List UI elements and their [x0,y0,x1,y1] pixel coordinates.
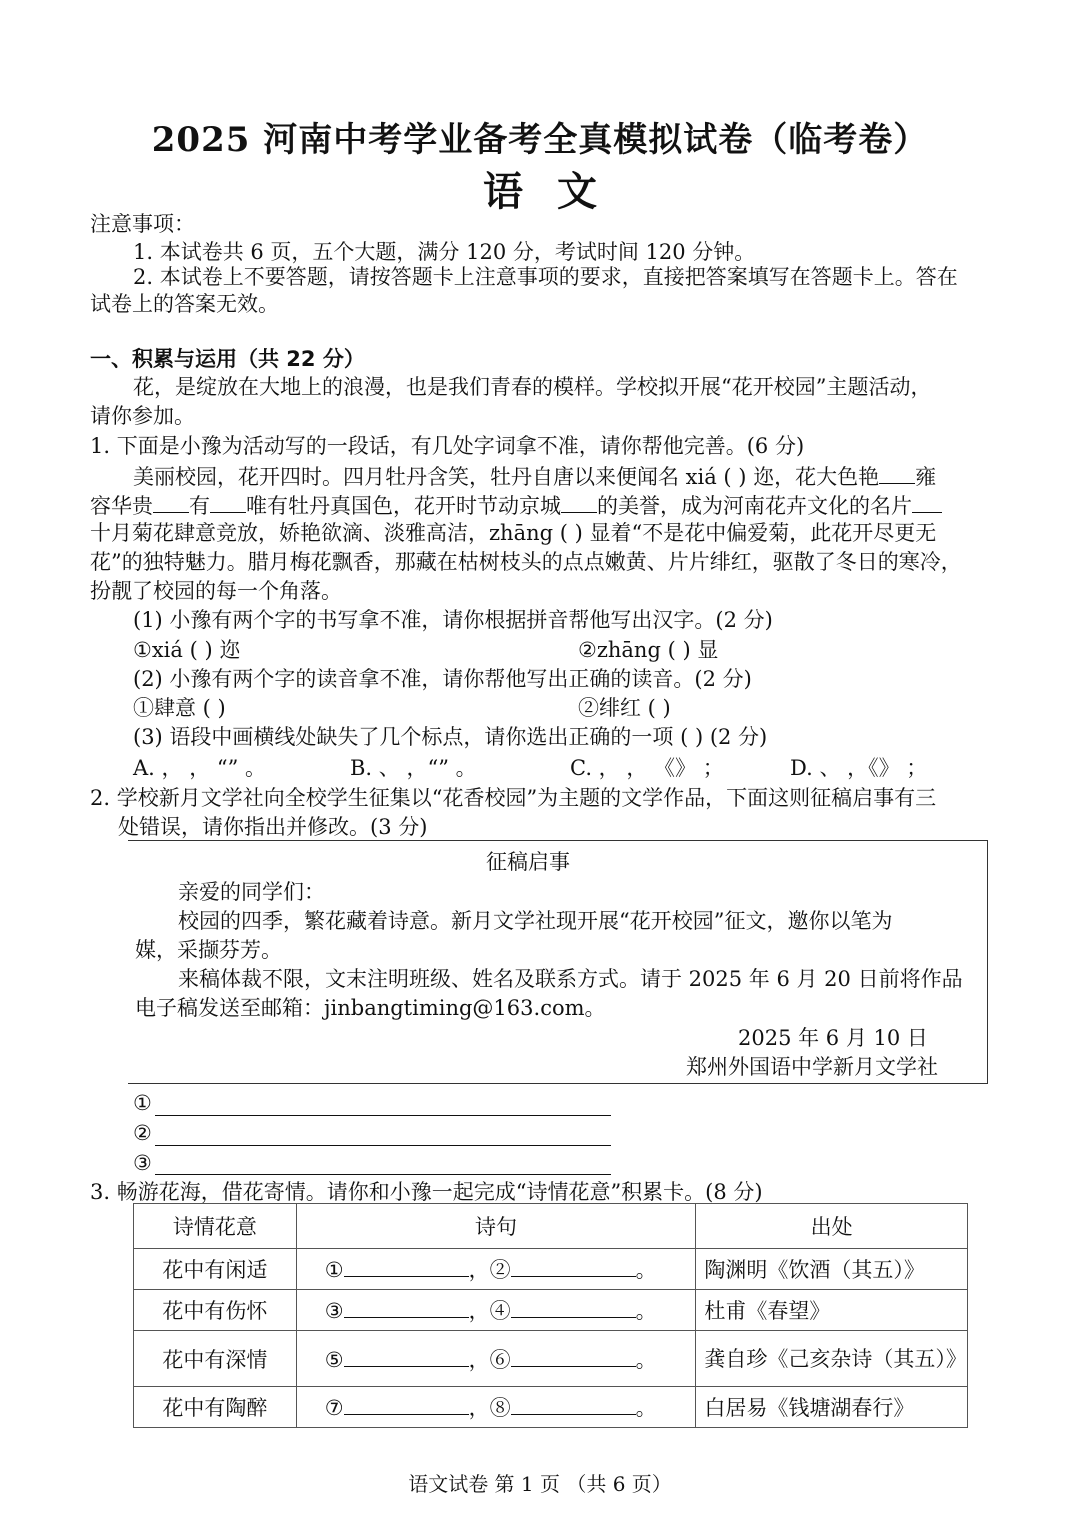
blank-number: ⑧ [489,1396,511,1420]
poem-blank [344,1344,469,1367]
q1-sub-1: (1) 小豫有两个字的书写拿不准，请你根据拼音帮他写出汉字。(2 分) [133,608,773,632]
punctuation-blank [912,490,942,513]
table-header-row [134,1204,968,1249]
q1-passage-line-2-seg-d: 的美誉，成为河南花卉文化的名片 [597,494,912,518]
row-lines: ⑤ ，⑥ 。 [296,1331,696,1387]
section-1-intro-line-2: 请你参加。 [90,404,195,428]
punctuation-blank [153,490,189,513]
q1-sub-1-a: ①xiá ( ) 迩 [133,638,241,662]
section-1-intro-line-1: 花，是绽放在大地上的浪漫，也是我们青春的模样。学校拟开展“花开校园”主题活动， [133,375,932,399]
q2-answer-line-1 [155,1115,611,1116]
row-theme: 花中有闲适 [134,1249,297,1290]
table-header-source: 出处 [696,1204,968,1249]
row-theme: 花中有陶醉 [134,1387,297,1428]
poem-blank [511,1254,636,1277]
blank-number: ④ [489,1299,511,1323]
q3-stem: 3. 畅游花海，借花寄情。请你和小豫一起完成“诗情花意”积累卡。(8 分) [90,1180,763,1204]
row-theme: 花中有伤怀 [134,1290,297,1331]
section-1-heading: 一、积累与运用（共 22 分） [90,347,365,371]
q1-passage-line-2-seg-a: 容华贵 [90,494,153,518]
call-for-papers-date: 2025 年 6 月 10 日 [738,1026,928,1050]
poem-blank [344,1295,469,1318]
punctuation-blank [210,490,246,513]
q1-passage-line-2-seg-c: 唯有牡丹真国色，花开时节动京城 [246,494,561,518]
call-for-papers-title: 征稿启事 [486,850,570,874]
page-footer: 语文试卷 第 1 页 （共 6 页） [408,1472,672,1496]
poem-blank [511,1392,636,1415]
blank-number: ⑦ [324,1396,344,1420]
call-for-papers-body-1-line-2: 媒，采撷芬芳。 [135,938,282,962]
poem-blank [511,1295,636,1318]
q1-stem: 1. 下面是小豫为活动写的一段话，有几处字词拿不准，请你帮他完善。(6 分) [90,434,805,458]
q1-passage-line-3: 十月菊花肆意竞放，娇艳欲滴、淡雅高洁，zhāng ( ) 显着“不是花中偏爱菊，此花开尽更无 [90,521,937,545]
q1-option-d: D. 、 ，《》 ； [790,756,928,780]
q1-option-a: A. ， ， “” 。 [133,756,267,780]
row-source: 白居易《钱塘湖春行》 [696,1387,968,1428]
punctuation-blank [879,461,915,484]
q1-sub-1-b: ②zhāng ( ) 显 [578,638,719,662]
q1-passage-line-1 [133,461,936,492]
poem-blank [511,1344,636,1367]
table-row [134,1290,968,1331]
notice-item-2-line-1: 2. 本试卷上不要答题，请按答题卡上注意事项的要求，直接把答案填写在答题卡上。答在 [133,265,958,289]
q1-sub-2-a: ①肆意 ( ) [133,696,226,720]
q1-sub-3: (3) 语段中画横线处缺失了几个标点，请你选出正确的一项 ( ) (2 分) [133,725,768,749]
subject-title: 语文 [483,168,631,215]
row-source: 陶渊明《饮酒（其五）》 [696,1249,968,1290]
row-lines: ⑦ ，⑧ 。 [296,1387,696,1428]
q1-option-c: C. ， ， 《》 ； [570,756,724,780]
row-source: 杜甫《春望》 [696,1290,968,1331]
table-row [134,1331,968,1387]
q2-stem-line-2: 处错误，请你指出并修改。(3 分) [118,815,428,839]
call-for-papers-body-2-line-2: 电子稿发送至邮箱：jinbangtiming@163.com。 [135,996,606,1020]
table-row [134,1387,968,1428]
blank-number: ② [489,1258,511,1282]
blank-number: ③ [324,1299,344,1323]
q1-passage-line-2-seg-b: 有 [189,494,210,518]
poem-blank [344,1392,469,1415]
notice-heading: 注意事项： [90,212,195,236]
row-lines: ① ，② 。 [296,1249,696,1290]
q1-passage-line-1-end: 雍 [915,465,937,489]
call-for-papers-signature: 郑州外国语中学新月文学社 [686,1055,938,1079]
blank-number: ⑤ [324,1347,344,1372]
q1-sub-2-b: ②绯红 ( ) [578,696,671,720]
notice-item-2-line-2: 试卷上的答案无效。 [90,292,279,316]
q2-stem-line-1: 2. 学校新月文学社向全校学生征集以“花香校园”为主题的文学作品，下面这则征稿启事有三 [90,786,937,810]
call-for-papers-greeting: 亲爱的同学们： [178,880,325,904]
punctuation-blank [561,490,597,513]
blank-number: ① [324,1258,344,1282]
notice-item-1: 1. 本试卷共 6 页，五个大题，满分 120 分，考试时间 120 分钟。 [133,240,756,264]
call-for-papers-body-2-line-1: 来稿体裁不限，文末注明班级、姓名及联系方式。请于 2025 年 6 月 20 日前将作品 [178,967,963,991]
q2-answer-mark-3: ③ [133,1151,152,1175]
q1-sub-2: (2) 小豫有两个字的读音拿不准，请你帮他写出正确的读音。(2 分) [133,667,752,691]
exam-title: 2025 河南中考学业备考全真模拟试卷（临考卷） [151,120,929,160]
poetry-card-table [133,1203,968,1428]
q1-passage-line-4: 花”的独特魅力。腊月梅花飘香，那藏在枯树枝头的点点嫩黄、片片绯红，驱散了冬日的寒冷， [90,550,962,574]
call-for-papers-body-1-line-1: 校园的四季，繁花藏着诗意。新月文学社现开展“花开校园”征文，邀你以笔为 [178,909,893,933]
table-header-theme: 诗情花意 [134,1204,297,1249]
q1-option-b: B. 、 ，“” 。 [350,756,477,780]
table-header-lines: 诗句 [296,1204,696,1249]
q2-answer-mark-1: ① [133,1091,152,1115]
row-lines: ③ ，④ 。 [296,1290,696,1331]
q1-passage-line-5: 扮靓了校园的每一个角落。 [90,579,342,603]
table-row [134,1249,968,1290]
q2-answer-mark-2: ② [133,1121,152,1145]
q2-answer-line-2 [155,1145,611,1146]
q2-answer-line-3 [155,1174,611,1175]
poem-blank [344,1254,469,1277]
row-source: 龚自珍《己亥杂诗（其五）》 [696,1331,968,1387]
row-theme: 花中有深情 [134,1331,297,1387]
q1-passage-line-1-text: 美丽校园，花开四时。四月牡丹含笑，牡丹自唐以来便闻名 xiá ( ) 迩，花大色艳 [133,465,880,489]
q1-passage-line-2 [90,490,942,521]
blank-number: ⑥ [489,1347,511,1372]
